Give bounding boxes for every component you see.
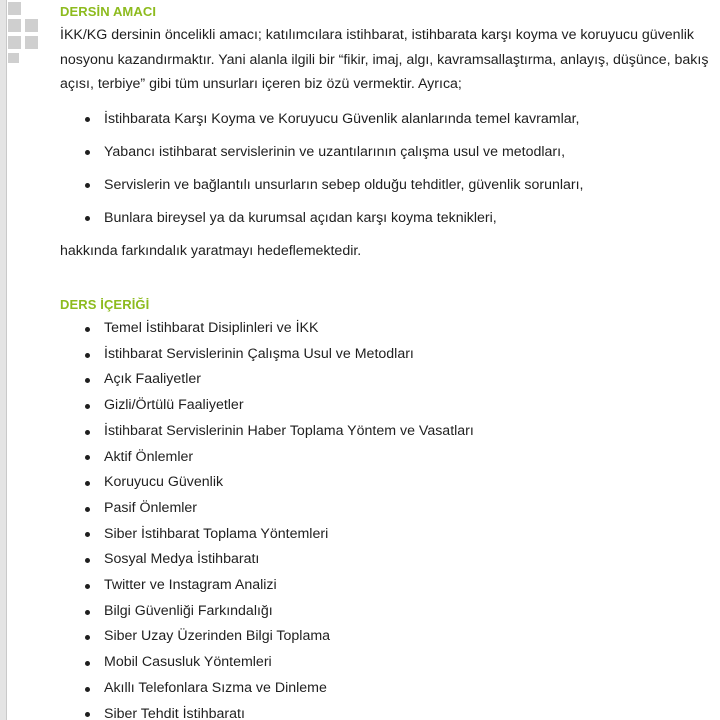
page-left-border bbox=[0, 0, 7, 720]
bullet-icon bbox=[85, 558, 90, 563]
list-item: Akıllı Telefonlara Sızma ve Dinleme bbox=[60, 676, 710, 702]
list-item: Bilgi Güvenliği Farkındalığı bbox=[60, 599, 710, 625]
objective-goals-list bbox=[60, 103, 710, 235]
bullet-icon bbox=[85, 117, 90, 122]
list-item: Mobil Casusluk Yöntemleri bbox=[60, 650, 710, 676]
bullet-icon bbox=[85, 404, 90, 409]
list-item: İstihbarat Servislerinin Çalışma Usul ve Metodları bbox=[60, 342, 710, 368]
content-topics-list bbox=[60, 316, 710, 720]
bullet-icon bbox=[85, 481, 90, 486]
bullet-icon bbox=[85, 610, 90, 615]
content-heading: DERS İÇERİĞİ bbox=[60, 297, 150, 312]
list-item: Siber İstihbarat Toplama Yöntemleri bbox=[60, 522, 710, 548]
bullet-icon bbox=[85, 532, 90, 537]
decorative-squares bbox=[6, 0, 46, 70]
bullet-icon bbox=[85, 353, 90, 358]
list-item: Pasif Önlemler bbox=[60, 496, 710, 522]
bullet-icon bbox=[85, 430, 90, 435]
bullet-icon bbox=[85, 687, 90, 692]
bullet-icon bbox=[85, 584, 90, 589]
list-item: Bunlara bireysel ya da kurumsal açıdan karşı koyma teknikleri, bbox=[60, 202, 710, 235]
bullet-icon bbox=[85, 183, 90, 188]
list-item: İstihbarata Karşı Koyma ve Koruyucu Güvenlik alanlarında temel kavramlar, bbox=[60, 103, 710, 136]
bullet-icon bbox=[85, 327, 90, 332]
list-item: Temel İstihbarat Disiplinleri ve İKK bbox=[60, 316, 710, 342]
list-item: İstihbarat Servislerinin Haber Toplama Yöntem ve Vasatları bbox=[60, 419, 710, 445]
bullet-icon bbox=[85, 507, 90, 512]
bullet-icon bbox=[85, 635, 90, 640]
bullet-icon bbox=[85, 712, 90, 717]
bullet-icon bbox=[85, 661, 90, 666]
bullet-icon bbox=[85, 455, 90, 460]
bullet-icon bbox=[85, 378, 90, 383]
list-item: Twitter ve Instagram Analizi bbox=[60, 573, 710, 599]
list-item: Gizli/Örtülü Faaliyetler bbox=[60, 393, 710, 419]
bullet-icon bbox=[85, 150, 90, 155]
list-item: Siber Uzay Üzerinden Bilgi Toplama bbox=[60, 624, 710, 650]
list-item: Açık Faaliyetler bbox=[60, 367, 710, 393]
list-item: Siber Tehdit İstihbaratı bbox=[60, 702, 710, 720]
list-item: Yabancı istihbarat servislerinin ve uzantılarının çalışma usul ve metodları, bbox=[60, 136, 710, 169]
list-item: Sosyal Medya İstihbaratı bbox=[60, 547, 710, 573]
objective-closing-paragraph: hakkında farkındalık yaratmayı hedeflemektedir. bbox=[60, 242, 362, 259]
bullet-icon bbox=[85, 216, 90, 221]
objective-heading: DERSİN AMACI bbox=[60, 4, 157, 19]
list-item: Servislerin ve bağlantılı unsurların sebep olduğu tehditler, güvenlik sorunları, bbox=[60, 169, 710, 202]
list-item: Koruyucu Güvenlik bbox=[60, 470, 710, 496]
document-body bbox=[60, 4, 710, 720]
objective-intro-paragraph: İKK/KG dersinin öncelikli amacı; katılımcılara istihbarat, istihbarata karşı koyma ve koruyucu güvenlik nosyonu kazandırmaktır. Yani alanla ilgili bir “fikir, imaj, algı, kavramsallaştırma, anlayış, düşünce, bakış açısı, terbiye” gibi tüm unsurları içeren biz özü vermektir. Ayrıca; bbox=[60, 27, 709, 92]
list-item: Aktif Önlemler bbox=[60, 445, 710, 471]
